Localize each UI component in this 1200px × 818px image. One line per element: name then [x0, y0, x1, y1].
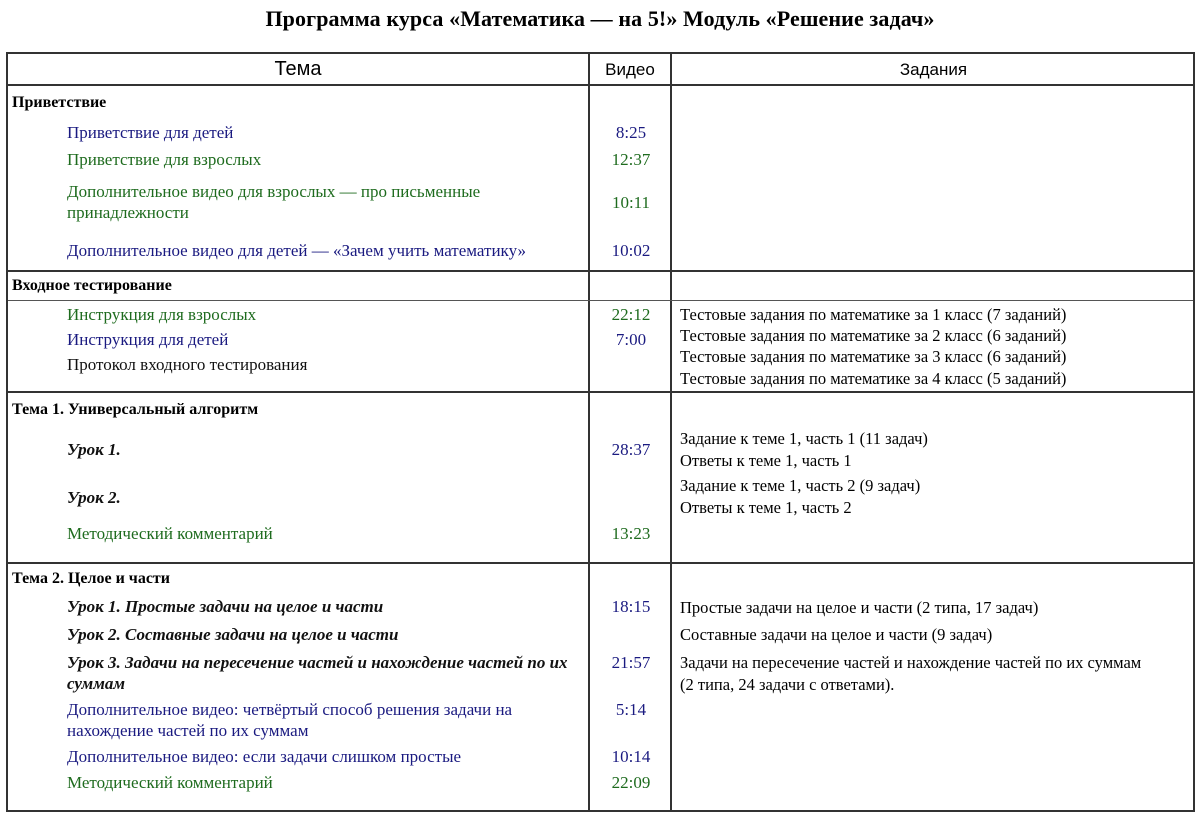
video-link[interactable]: Инструкция для детей [67, 330, 229, 349]
video-link[interactable]: Дополнительное видео: четвёртый способ решения задачи на нахождение частей по их суммам [67, 700, 513, 740]
task-link[interactable]: Задание к теме 1, часть 1 (11 задач) [680, 429, 928, 448]
lesson-link[interactable]: Урок 1. Простые задачи на целое и части [67, 597, 384, 616]
video-duration: 13:23 [611, 524, 651, 543]
video-duration: 7:00 [615, 330, 647, 349]
task-link[interactable]: Тестовые задания по математике за 3 класс (6 заданий) [680, 347, 1067, 366]
row-divider [8, 391, 1193, 393]
video-duration: 10:14 [611, 747, 651, 766]
video-duration: 10:11 [611, 193, 651, 212]
video-link[interactable]: Дополнительное видео для детей — «Зачем учить математику» [67, 241, 526, 260]
document-link[interactable]: Протокол входного тестирования [67, 355, 308, 374]
video-link[interactable]: Инструкция для взрослых [67, 305, 257, 324]
video-duration: 10:02 [611, 241, 651, 260]
video-link[interactable]: Дополнительное видео для взрослых — про письменные принадлежности [67, 182, 481, 222]
section-title-entry-testing: Входное тестирование [12, 277, 172, 294]
task-link[interactable]: Задачи на пересечение частей и нахождение частей по их суммам (2 типа, 24 задачи с ответами). [680, 653, 1142, 694]
task-link[interactable]: Тестовые задания по математике за 2 класс (6 заданий) [680, 326, 1067, 345]
lesson-link[interactable]: Урок 2. Составные задачи на целое и части [67, 625, 399, 644]
row-divider [8, 270, 1193, 272]
video-link[interactable]: Приветствие для детей [67, 123, 234, 142]
video-duration: 22:09 [611, 773, 651, 792]
task-link[interactable]: Тестовые задания по математике за 1 класс (7 заданий) [680, 305, 1067, 324]
video-link[interactable]: Дополнительное видео: если задачи слишком простые [67, 747, 462, 766]
task-link[interactable]: Составные задачи на целое и части (9 задач) [680, 625, 993, 644]
task-link[interactable]: Ответы к теме 1, часть 1 [680, 451, 852, 470]
header-video: Видео [605, 60, 655, 79]
section-title-topic-2: Тема 2. Целое и части [12, 570, 170, 587]
page-title: Программа курса «Математика — на 5!» Модуль «Решение задач» [265, 6, 935, 31]
header-divider [8, 84, 1193, 86]
video-link[interactable]: Приветствие для взрослых [67, 150, 262, 169]
task-link[interactable]: Тестовые задания по математике за 4 класс (5 заданий) [680, 369, 1067, 388]
video-duration: 21:57 [611, 653, 651, 672]
video-link[interactable]: Методический комментарий [67, 524, 273, 543]
header-topic: Тема [274, 58, 322, 80]
video-duration: 22:12 [611, 305, 651, 324]
lesson-link[interactable]: Урок 2. [67, 488, 121, 507]
video-duration: 12:37 [611, 150, 651, 169]
lesson-link[interactable]: Урок 1. [67, 440, 121, 459]
lesson-link[interactable]: Урок 3. Задачи на пересечение частей и нахождение частей по их суммам [67, 653, 568, 693]
video-duration: 18:15 [611, 597, 651, 616]
task-link[interactable]: Ответы к теме 1, часть 2 [680, 498, 852, 517]
task-link[interactable]: Задание к теме 1, часть 2 (9 задач) [680, 476, 921, 495]
video-link[interactable]: Методический комментарий [67, 773, 273, 792]
course-program-table [6, 52, 1195, 812]
section-title-topic-1: Тема 1. Универсальный алгоритм [12, 401, 259, 418]
video-duration: 5:14 [615, 700, 647, 719]
video-duration: 8:25 [615, 123, 647, 142]
video-duration: 28:37 [611, 440, 651, 459]
section-title-greeting: Приветствие [12, 94, 107, 111]
row-divider [8, 562, 1193, 564]
row-divider [8, 300, 1193, 301]
task-link[interactable]: Простые задачи на целое и части (2 типа, 17 задач) [680, 598, 1039, 617]
header-tasks: Задания [899, 60, 968, 79]
